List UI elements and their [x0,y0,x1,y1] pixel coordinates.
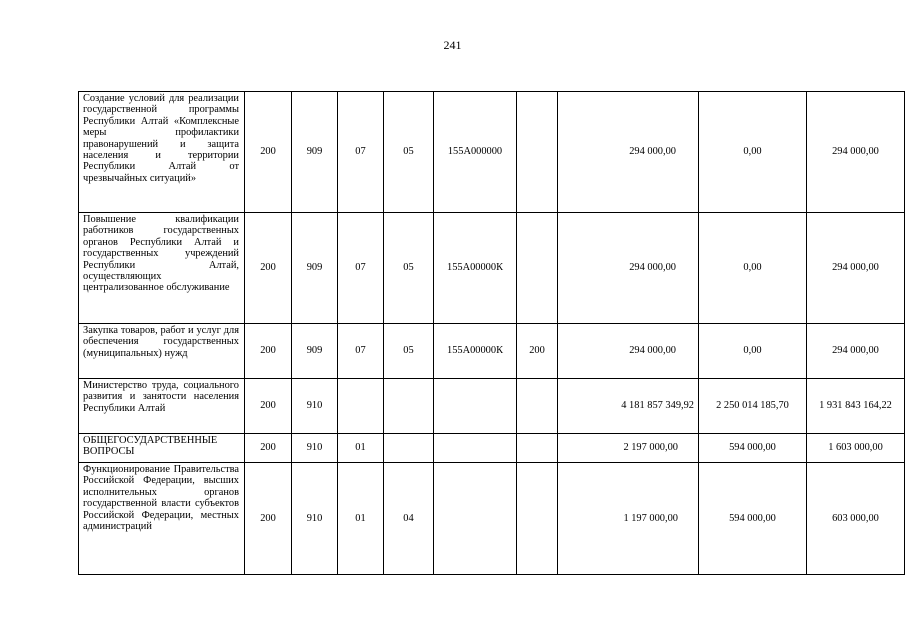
cell-vr [517,213,558,324]
cell-vr [517,379,558,434]
row-name: Закупка товаров, работ и услуг для обеспечения государственных (муниципальных) нужд [79,324,245,379]
row-name: ОБЩЕГОСУДАРСТВЕННЫЕ ВОПРОСЫ [79,434,245,463]
cell-sum1: 2 197 000,00 [558,434,699,463]
cell-sum2: 0,00 [699,324,807,379]
row-name: Создание условий для реализации государственной программы Республики Алтай «Комплексные меры профилактики правонарушений и защита населения и территории Республики Алтай от чрезвычайных ситуаций» [79,92,245,213]
cell-vr [517,434,558,463]
cell-pr [384,434,434,463]
cell-sum2: 0,00 [699,92,807,213]
cell-pr: 05 [384,92,434,213]
cell-sum3: 603 000,00 [807,463,905,575]
cell-rz: 01 [338,434,384,463]
cell-rz: 07 [338,213,384,324]
table-row [79,434,905,463]
cell-ved: 910 [292,379,338,434]
cell-pr: 04 [384,463,434,575]
cell-pr: 05 [384,324,434,379]
cell-sum3: 294 000,00 [807,92,905,213]
table-row [79,324,905,379]
table-row [79,379,905,434]
cell-col1: 200 [245,434,292,463]
cell-col1: 200 [245,463,292,575]
cell-sum3: 1 603 000,00 [807,434,905,463]
cell-vr [517,463,558,575]
cell-csr: 155А000000 [434,92,517,213]
cell-rz: 07 [338,324,384,379]
row-name: Функционирование Правительства Российской Федерации, высших исполнительных органов государственной власти субъектов Российской Федерации, местных администраций [79,463,245,575]
cell-csr: 155А00000К [434,213,517,324]
cell-rz: 07 [338,92,384,213]
cell-rz [338,379,384,434]
cell-sum2: 594 000,00 [699,463,807,575]
cell-pr [384,379,434,434]
cell-ved: 910 [292,434,338,463]
row-name: Министерство труда, социального развития и занятости населения Республики Алтай [79,379,245,434]
cell-vr [517,92,558,213]
cell-sum2: 2 250 014 185,70 [699,379,807,434]
cell-sum1: 1 197 000,00 [558,463,699,575]
cell-sum2: 594 000,00 [699,434,807,463]
cell-csr [434,463,517,575]
cell-col1: 200 [245,379,292,434]
cell-sum1: 294 000,00 [558,324,699,379]
cell-rz: 01 [338,463,384,575]
cell-ved: 909 [292,324,338,379]
cell-sum1: 294 000,00 [558,213,699,324]
cell-sum3: 294 000,00 [807,324,905,379]
table-row [79,463,905,575]
cell-csr [434,434,517,463]
cell-vr: 200 [517,324,558,379]
cell-pr: 05 [384,213,434,324]
cell-csr [434,379,517,434]
budget-table [78,91,905,575]
table-row [79,213,905,324]
cell-sum3: 1 931 843 164,22 [807,379,905,434]
cell-ved: 909 [292,92,338,213]
cell-col1: 200 [245,92,292,213]
cell-csr: 155А00000К [434,324,517,379]
table-row [79,92,905,213]
row-name: Повышение квалификации работников государственных органов Республики Алтай и государственных учреждений Республики Алтай, осуществляющих централизованное обслуживание [79,213,245,324]
cell-ved: 910 [292,463,338,575]
cell-col1: 200 [245,213,292,324]
page-number: 241 [443,38,462,52]
cell-ved: 909 [292,213,338,324]
cell-sum2: 0,00 [699,213,807,324]
cell-sum3: 294 000,00 [807,213,905,324]
cell-sum1: 4 181 857 349,92 [558,379,699,434]
cell-col1: 200 [245,324,292,379]
cell-sum1: 294 000,00 [558,92,699,213]
